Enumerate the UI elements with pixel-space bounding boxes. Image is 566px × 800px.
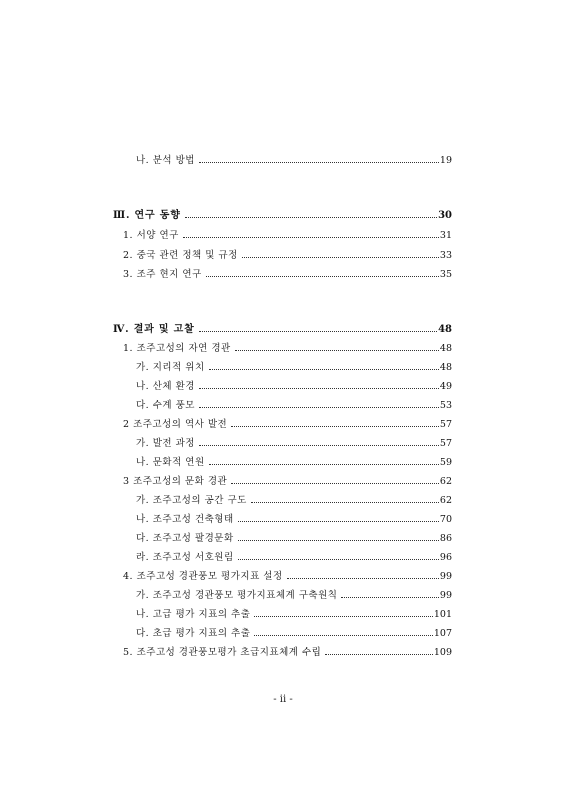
dot-leader xyxy=(341,597,438,598)
dot-leader xyxy=(209,369,439,370)
toc-label: 라. 조주고성 서호원림 xyxy=(136,552,234,563)
toc-page-number: 30 xyxy=(438,210,452,221)
toc-page-number: 48 xyxy=(439,343,452,354)
toc-page-number: 109 xyxy=(433,647,452,658)
toc-page-number: 49 xyxy=(439,381,452,392)
dot-leader xyxy=(199,388,439,389)
toc-entry xyxy=(136,552,452,564)
toc-entry xyxy=(136,533,452,545)
toc-page-number: 99 xyxy=(439,571,452,582)
toc-label: 가. 조주고성 경관풍모 평가지표체계 구축원칙 xyxy=(136,590,338,601)
dot-leader xyxy=(199,445,439,446)
toc-page-number: 57 xyxy=(439,419,452,430)
toc-label: 나. 산체 환경 xyxy=(136,381,195,392)
toc-entry xyxy=(136,514,452,526)
dot-leader xyxy=(242,257,439,258)
toc-entry xyxy=(136,609,452,621)
toc-entry xyxy=(123,250,452,262)
page-footer-number: - ii - xyxy=(273,694,293,705)
toc-label: 4. 조주고성 경관풍모 평가지표 설정 xyxy=(123,571,283,582)
toc-label: 가. 지리적 위치 xyxy=(136,362,205,373)
toc-entry xyxy=(136,495,452,507)
toc-label: 1. 조주고성의 자연 경관 xyxy=(123,343,231,354)
toc-label: 다. 조주고성 팔경문화 xyxy=(136,533,234,544)
toc-entry xyxy=(136,628,452,640)
toc-label: 3. 조주 현지 연구 xyxy=(123,269,202,280)
toc-label: 2 조주고성의 역사 발전 xyxy=(123,419,228,430)
toc-page-number: 48 xyxy=(439,362,452,373)
toc-label: 나. 분석 방법 xyxy=(136,155,195,166)
toc-entry xyxy=(123,269,452,281)
toc-page-number: 107 xyxy=(433,628,452,639)
dot-leader xyxy=(325,654,433,655)
toc-entry xyxy=(136,457,452,469)
toc-page-number: 48 xyxy=(438,324,452,335)
toc-entry xyxy=(123,230,452,242)
dot-leader xyxy=(185,217,437,218)
toc-chapter xyxy=(113,324,452,336)
toc-entry xyxy=(136,362,452,374)
dot-leader xyxy=(199,162,439,163)
toc-label: 나. 문화적 연원 xyxy=(136,457,205,468)
toc-label: 1. 서양 연구 xyxy=(123,230,179,241)
toc-page-number: 19 xyxy=(439,155,452,166)
toc-label: 가. 발전 과정 xyxy=(136,438,195,449)
toc-label: Ⅲ. 연구 동향 xyxy=(113,210,181,221)
dot-leader xyxy=(209,464,439,465)
dot-leader xyxy=(254,635,432,636)
dot-leader xyxy=(231,483,439,484)
toc-label: 다. 수계 풍모 xyxy=(136,400,195,411)
toc-page-number: 62 xyxy=(439,495,452,506)
toc-entry xyxy=(136,590,452,602)
toc-page-number: 99 xyxy=(439,590,452,601)
toc-page-number: 70 xyxy=(439,514,452,525)
toc-page-number: 86 xyxy=(439,533,452,544)
toc-entry xyxy=(123,343,452,355)
toc-page-number: 53 xyxy=(439,400,452,411)
toc-entry xyxy=(123,419,452,431)
toc-label: 나. 고급 평가 지표의 추출 xyxy=(136,609,251,620)
toc-chapter xyxy=(113,210,452,222)
dot-leader xyxy=(206,276,439,277)
toc-page-number: 35 xyxy=(439,269,452,280)
toc-page-number: 101 xyxy=(433,609,452,620)
toc-entry xyxy=(136,438,452,450)
dot-leader xyxy=(231,426,439,427)
dot-leader xyxy=(287,578,439,579)
dot-leader xyxy=(235,350,439,351)
toc-page-number: 62 xyxy=(439,476,452,487)
toc-entry xyxy=(123,647,452,659)
toc-page-number: 33 xyxy=(439,250,452,261)
toc-entry xyxy=(136,381,452,393)
dot-leader xyxy=(254,616,432,617)
dot-leader xyxy=(251,502,439,503)
toc-label: 5. 조주고성 경관풍모평가 초급지표체계 수립 xyxy=(123,647,322,658)
toc-page-number: 31 xyxy=(439,230,452,241)
toc-page-number: 96 xyxy=(439,552,452,563)
dot-leader xyxy=(199,331,438,332)
toc-label: 다. 초급 평가 지표의 추출 xyxy=(136,628,251,639)
toc-label: 가. 조주고성의 공간 구도 xyxy=(136,495,247,506)
toc-entry xyxy=(123,476,452,488)
dot-leader xyxy=(183,237,439,238)
toc-entry xyxy=(136,155,452,167)
dot-leader xyxy=(238,521,439,522)
toc-entry xyxy=(123,571,452,583)
toc-label: 나. 조주고성 건축형태 xyxy=(136,514,234,525)
dot-leader xyxy=(238,559,439,560)
toc-page-number: 57 xyxy=(439,438,452,449)
dot-leader xyxy=(199,407,439,408)
toc-label: 3 조주고성의 문화 경관 xyxy=(123,476,228,487)
toc-entry xyxy=(136,400,452,412)
toc-page-number: 59 xyxy=(439,457,452,468)
toc-label: Ⅳ. 결과 및 고찰 xyxy=(113,324,195,335)
toc-label: 2. 중국 관련 정책 및 규정 xyxy=(123,250,238,261)
dot-leader xyxy=(238,540,439,541)
